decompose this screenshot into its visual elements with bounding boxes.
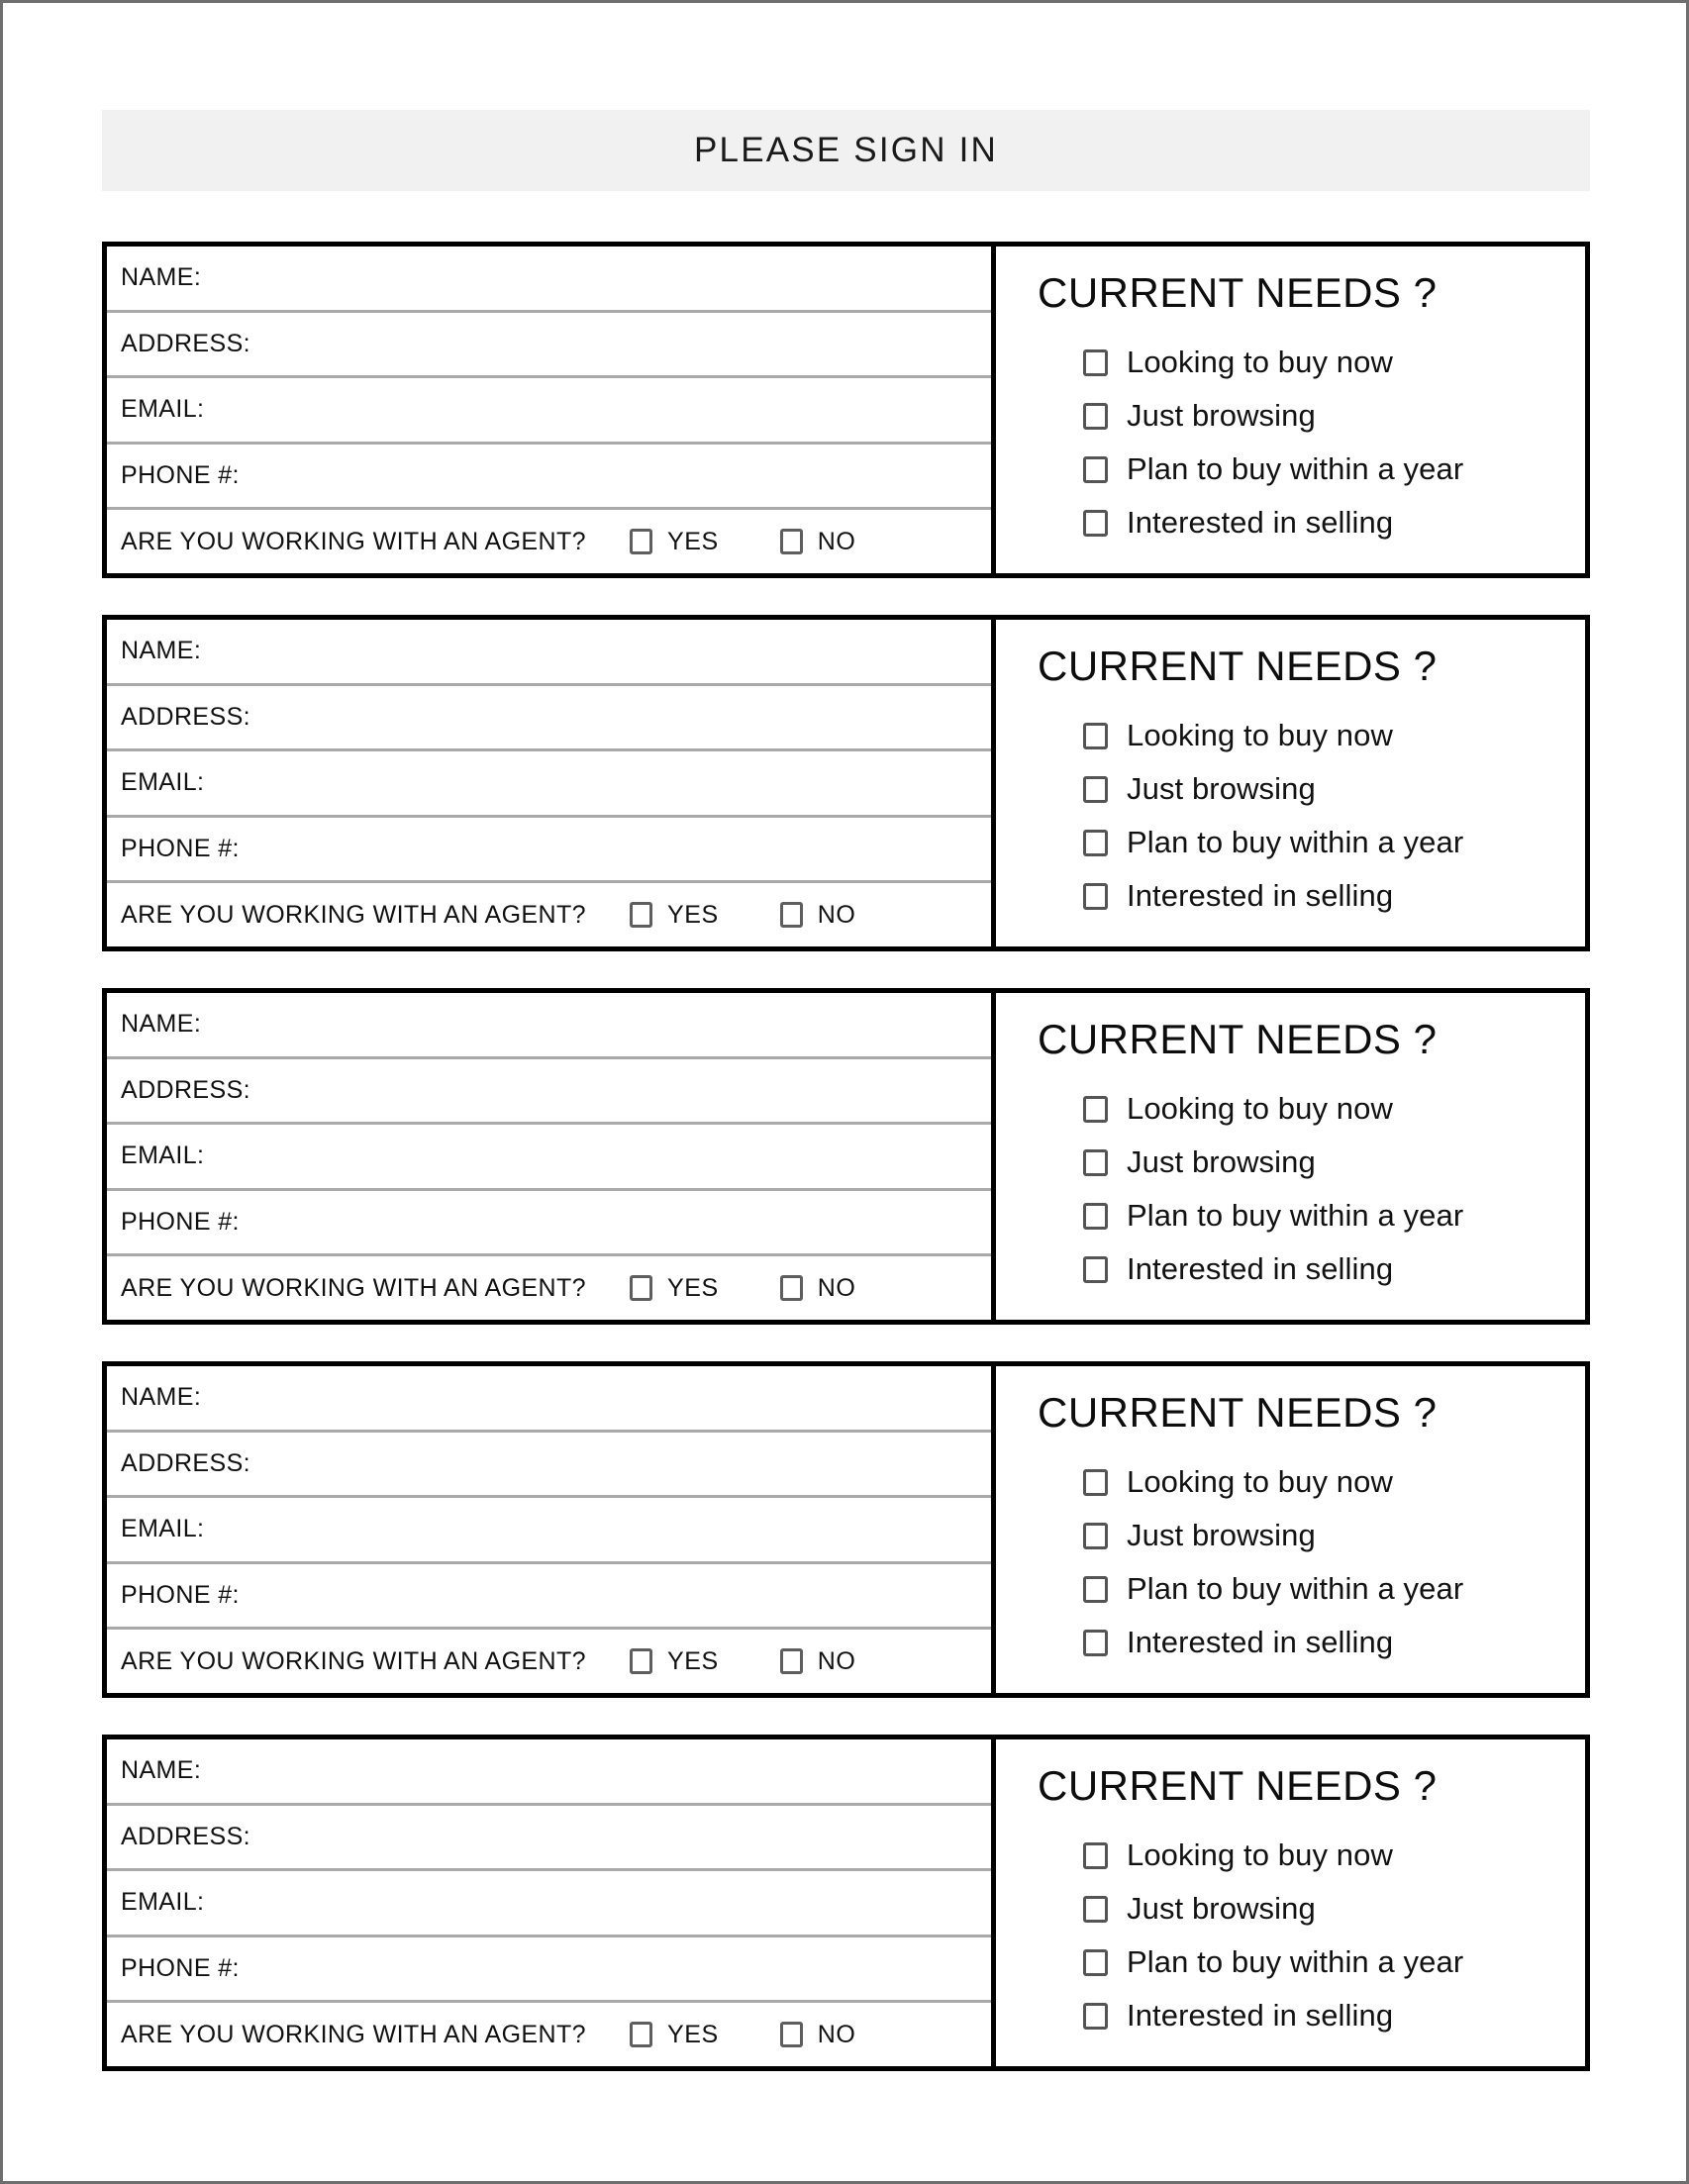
page-title: PLEASE SIGN IN [693, 131, 998, 169]
needs-option[interactable] [1083, 1989, 1585, 2042]
email-label: EMAIL: [121, 1888, 205, 1917]
checkbox-icon[interactable] [1083, 403, 1108, 430]
checkbox-icon[interactable] [1083, 2003, 1108, 2030]
address-label: ADDRESS: [121, 702, 251, 731]
needs-option-label: Interested in selling [1127, 1251, 1394, 1286]
field-row-phone[interactable] [107, 1191, 991, 1257]
field-row-address[interactable] [107, 686, 991, 752]
email-label: EMAIL: [121, 395, 205, 424]
current-needs-options [1038, 336, 1585, 549]
needs-option-label: Just browsing [1127, 1144, 1316, 1179]
current-needs-title: CURRENT NEEDS ? [1038, 269, 1438, 316]
header-bar [102, 110, 1590, 191]
needs-option[interactable] [1083, 762, 1585, 816]
agent-choice-group [630, 1274, 856, 1303]
current-needs-options [1038, 709, 1585, 923]
agent-yes-label: YES [666, 527, 719, 555]
checkbox-icon[interactable] [1083, 456, 1108, 483]
needs-option[interactable] [1083, 1562, 1585, 1616]
agent-yes-label: YES [666, 1646, 719, 1675]
field-row-phone[interactable] [107, 445, 991, 511]
sign-in-block-3 [102, 988, 1590, 1325]
field-row-address[interactable] [107, 1806, 991, 1872]
name-label: NAME: [121, 637, 202, 665]
sign-in-block-5 [102, 1735, 1590, 2071]
current-needs-title: CURRENT NEEDS ? [1038, 643, 1438, 689]
agent-question-label: ARE YOU WORKING WITH AN AGENT? [121, 2020, 586, 2048]
needs-option[interactable] [1083, 336, 1585, 389]
address-label: ADDRESS: [121, 1075, 251, 1104]
field-row-phone[interactable] [107, 1937, 991, 2004]
needs-option[interactable] [1083, 869, 1585, 923]
needs-option[interactable] [1083, 1136, 1585, 1189]
phone-label: PHONE #: [121, 1208, 240, 1237]
current-needs-options [1038, 1082, 1585, 1296]
phone-label: PHONE #: [121, 835, 240, 863]
current-needs-title: CURRENT NEEDS ? [1038, 1762, 1438, 1809]
checkbox-icon[interactable] [1083, 510, 1108, 537]
checkbox-icon[interactable] [630, 1275, 652, 1301]
checkbox-icon[interactable] [1083, 1469, 1108, 1496]
page-content [102, 110, 1590, 2071]
needs-option-label: Looking to buy now [1127, 1837, 1393, 1872]
needs-option-label: Plan to buy within a year [1127, 1944, 1464, 1979]
agent-choice-no[interactable] [780, 528, 856, 556]
visitor-fields-panel [107, 620, 996, 946]
agent-no-label: NO [817, 1646, 856, 1675]
needs-option-label: Looking to buy now [1127, 718, 1393, 752]
needs-option-label: Looking to buy now [1127, 1091, 1393, 1126]
field-row-phone[interactable] [107, 1564, 991, 1631]
agent-choice-yes[interactable] [630, 1274, 719, 1303]
checkbox-icon[interactable] [630, 2022, 652, 2047]
needs-option-label: Plan to buy within a year [1127, 451, 1464, 486]
sign-in-block-2 [102, 615, 1590, 951]
checkbox-icon[interactable] [1083, 1203, 1108, 1230]
needs-option-label: Interested in selling [1127, 1625, 1394, 1659]
current-needs-options [1038, 1455, 1585, 1669]
current-needs-panel [996, 993, 1585, 1320]
checkbox-icon[interactable] [1083, 1949, 1108, 1976]
field-row-agent [107, 1256, 991, 1320]
checkbox-icon[interactable] [1083, 1256, 1108, 1283]
field-row-agent [107, 1630, 991, 1693]
needs-option-label: Interested in selling [1127, 505, 1394, 540]
needs-option[interactable] [1083, 816, 1585, 869]
checkbox-icon[interactable] [780, 1648, 803, 1674]
needs-option-label: Interested in selling [1127, 878, 1394, 913]
checkbox-icon[interactable] [1083, 830, 1108, 856]
address-label: ADDRESS: [121, 329, 251, 357]
agent-choice-no[interactable] [780, 1274, 856, 1303]
agent-choice-yes[interactable] [630, 2021, 719, 2049]
needs-option-label: Just browsing [1127, 1891, 1316, 1926]
checkbox-icon[interactable] [1083, 776, 1108, 803]
field-row-name[interactable] [107, 1739, 991, 1806]
checkbox-icon[interactable] [1083, 349, 1108, 376]
checkbox-icon[interactable] [630, 1648, 652, 1674]
field-row-agent [107, 2003, 991, 2066]
needs-option-label: Plan to buy within a year [1127, 1198, 1464, 1233]
needs-option-label: Looking to buy now [1127, 1464, 1393, 1499]
checkbox-icon[interactable] [1083, 723, 1108, 749]
address-label: ADDRESS: [121, 1822, 251, 1850]
current-needs-panel [996, 247, 1585, 573]
field-row-address[interactable] [107, 1059, 991, 1126]
phone-label: PHONE #: [121, 1581, 240, 1610]
name-label: NAME: [121, 1383, 202, 1412]
agent-question-label: ARE YOU WORKING WITH AN AGENT? [121, 1646, 586, 1675]
agent-choice-group [630, 1647, 856, 1676]
agent-no-label: NO [817, 900, 856, 929]
agent-no-label: NO [817, 1273, 856, 1302]
field-row-address[interactable] [107, 313, 991, 379]
checkbox-icon[interactable] [1083, 1842, 1108, 1869]
field-row-phone[interactable] [107, 818, 991, 884]
agent-no-label: NO [817, 527, 856, 555]
current-needs-panel [996, 1366, 1585, 1693]
agent-no-label: NO [817, 2020, 856, 2048]
agent-choice-no[interactable] [780, 2021, 856, 2049]
field-row-email[interactable] [107, 1125, 991, 1191]
name-label: NAME: [121, 1010, 202, 1039]
field-row-name[interactable] [107, 1366, 991, 1433]
field-row-email[interactable] [107, 751, 991, 818]
field-row-agent [107, 510, 991, 573]
field-row-email[interactable] [107, 1871, 991, 1937]
agent-choice-group [630, 901, 856, 930]
needs-option[interactable] [1083, 709, 1585, 762]
needs-option[interactable] [1083, 1082, 1585, 1136]
agent-choice-yes[interactable] [630, 1647, 719, 1676]
checkbox-icon[interactable] [1083, 883, 1108, 910]
email-label: EMAIL: [121, 1142, 205, 1170]
checkbox-icon[interactable] [780, 529, 803, 554]
visitor-fields-panel [107, 247, 996, 573]
visitor-fields-panel [107, 1739, 996, 2066]
agent-yes-label: YES [666, 2020, 719, 2048]
sign-in-blocks-list [102, 242, 1590, 2071]
needs-option[interactable] [1083, 1936, 1585, 1989]
checkbox-icon[interactable] [1083, 1576, 1108, 1603]
phone-label: PHONE #: [121, 461, 240, 490]
agent-choice-group [630, 528, 856, 556]
needs-option[interactable] [1083, 496, 1585, 549]
agent-choice-group [630, 2021, 856, 2049]
checkbox-icon[interactable] [780, 2022, 803, 2047]
agent-question-label: ARE YOU WORKING WITH AN AGENT? [121, 1273, 586, 1302]
needs-option[interactable] [1083, 1882, 1585, 1936]
field-row-address[interactable] [107, 1433, 991, 1499]
needs-option-label: Just browsing [1127, 771, 1316, 806]
current-needs-title: CURRENT NEEDS ? [1038, 1389, 1438, 1436]
needs-option[interactable] [1083, 1455, 1585, 1509]
needs-option-label: Plan to buy within a year [1127, 1571, 1464, 1606]
field-row-email[interactable] [107, 378, 991, 445]
email-label: EMAIL: [121, 768, 205, 797]
needs-option-label: Looking to buy now [1127, 345, 1393, 379]
agent-choice-yes[interactable] [630, 528, 719, 556]
needs-option-label: Just browsing [1127, 398, 1316, 433]
current-needs-panel [996, 1739, 1585, 2066]
field-row-agent [107, 883, 991, 946]
checkbox-icon[interactable] [1083, 1630, 1108, 1656]
address-label: ADDRESS: [121, 1448, 251, 1477]
agent-choice-yes[interactable] [630, 901, 719, 930]
sign-in-block-4 [102, 1361, 1590, 1698]
needs-option[interactable] [1083, 443, 1585, 496]
visitor-fields-panel [107, 1366, 996, 1693]
checkbox-icon[interactable] [1083, 1149, 1108, 1176]
needs-option-label: Interested in selling [1127, 1998, 1394, 2033]
agent-yes-label: YES [666, 1273, 719, 1302]
needs-option[interactable] [1083, 1189, 1585, 1242]
needs-option[interactable] [1083, 1616, 1585, 1669]
agent-choice-no[interactable] [780, 1647, 856, 1676]
checkbox-icon[interactable] [1083, 1896, 1108, 1923]
name-label: NAME: [121, 263, 202, 292]
needs-option[interactable] [1083, 1509, 1585, 1562]
agent-choice-no[interactable] [780, 901, 856, 930]
checkbox-icon[interactable] [630, 902, 652, 928]
needs-option-label: Just browsing [1127, 1518, 1316, 1552]
checkbox-icon[interactable] [780, 1275, 803, 1301]
needs-option[interactable] [1083, 389, 1585, 443]
field-row-name[interactable] [107, 247, 991, 313]
field-row-name[interactable] [107, 993, 991, 1059]
current-needs-options [1038, 1829, 1585, 2042]
phone-label: PHONE #: [121, 1954, 240, 1983]
field-row-email[interactable] [107, 1498, 991, 1564]
visitor-fields-panel [107, 993, 996, 1320]
email-label: EMAIL: [121, 1515, 205, 1543]
checkbox-icon[interactable] [1083, 1096, 1108, 1123]
agent-question-label: ARE YOU WORKING WITH AN AGENT? [121, 527, 586, 555]
needs-option-label: Plan to buy within a year [1127, 825, 1464, 859]
needs-option[interactable] [1083, 1829, 1585, 1882]
checkbox-icon[interactable] [780, 902, 803, 928]
name-label: NAME: [121, 1756, 202, 1785]
agent-yes-label: YES [666, 900, 719, 929]
current-needs-panel [996, 620, 1585, 946]
checkbox-icon[interactable] [1083, 1523, 1108, 1549]
field-row-name[interactable] [107, 620, 991, 686]
sign-in-block-1 [102, 242, 1590, 578]
agent-question-label: ARE YOU WORKING WITH AN AGENT? [121, 900, 586, 929]
needs-option[interactable] [1083, 1242, 1585, 1296]
current-needs-title: CURRENT NEEDS ? [1038, 1016, 1438, 1062]
checkbox-icon[interactable] [630, 529, 652, 554]
